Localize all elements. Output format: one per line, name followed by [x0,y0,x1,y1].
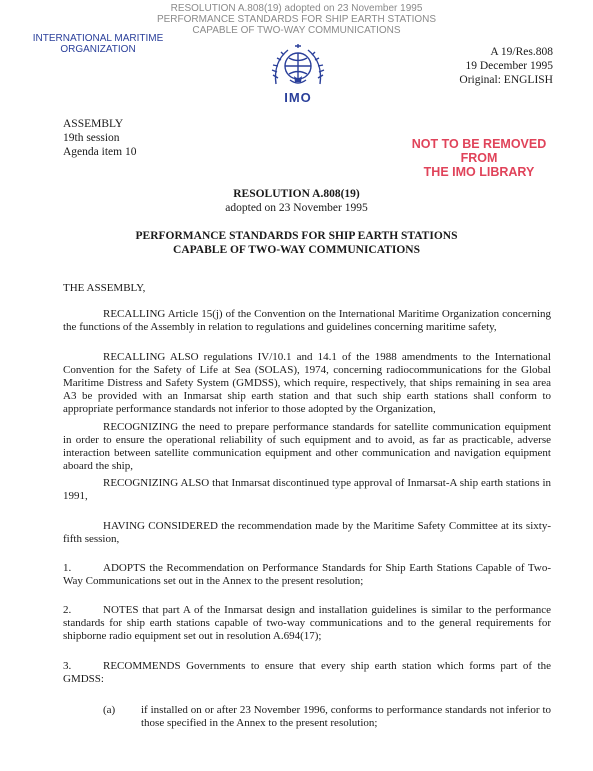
operative-item-2-text: NOTES that part A of the Inmarsat design and installation guidelines is similar to the performance standards for ship earth stations capable of two-way communications and to the general requirements for shipborne radio equipment set out in resolution A.694(17); [63,604,551,642]
preamble-paragraph-5: HAVING CONSIDERED the recommendation made by the Maritime Safety Committee at its sixty-fifth session, [63,520,551,545]
operative-item-2 [63,604,551,643]
resolution-subject-line-2: CAPABLE OF TWO-WAY COMMUNICATIONS [173,244,420,256]
faint-header-line-3: CAPABLE OF TWO-WAY COMMUNICATIONS [192,25,401,36]
preamble-paragraph-2: RECALLING ALSO regulations IV/10.1 and 14.1 of the 1988 amendments to the International Convention for the Safety of Life at Sea (SOLAS), 1974, concerning radiocommunications for the Global Maritime Distress and Safety System (GMDSS), which require, respectively, that ships remaining in sea area A3 be provided with an Inmarsat ship earth station and that such ship earth stations shall conform to appropriate performance standards not inferior to those adopted by the Organization, [63,351,551,415]
assembly-title: ASSEMBLY [63,118,124,130]
resolution-subject [0,229,593,257]
document-original-language: Original: ENGLISH [459,74,553,86]
operative-subitem-a-text: if installed on or after 23 November 1996, conforms to performance standards not inferior to those specified in the Annex to the present resolution; [141,704,551,729]
document-date: 19 December 1995 [465,60,553,72]
operative-item-3-text: RECOMMENDS Governments to ensure that every ship earth station which forms part of the GMDSS: [63,660,551,685]
document-symbol: A 19/Res.808 [490,46,553,58]
organization-line-2: ORGANIZATION [60,44,136,55]
stamp-line-2: FROM [460,151,498,165]
preamble-paragraph-1: RECALLING Article 15(j) of the Convention on the International Maritime Organization concerning the functions of the Assembly in relation to regulations and guidelines concerning maritime safety, [63,308,551,333]
faint-header [0,3,593,36]
assembly-agenda-item: Agenda item 10 [63,146,137,158]
operative-item-1-text: ADOPTS the Recommendation on Performance Standards for Ship Earth Stations Capable of Two-Way Communications set out in the Annex to the present resolution; [63,562,551,587]
assembly-session: 19th session [63,132,120,144]
operative-item-3 [63,660,551,686]
stamp-line-3: THE IMO LIBRARY [423,165,535,179]
resolution-subject-line-1: PERFORMANCE STANDARDS FOR SHIP EARTH STATIONS [135,230,458,242]
operative-subitem-a-label: (a) [103,704,116,716]
organization-name [30,33,166,55]
resolution-heading [0,187,593,215]
preamble-paragraph-3: RECOGNIZING the need to prepare performance standards for satellite communication equipment in order to ensure the operational reliability of such equipment and to avoid, as far as practicable, adverse interaction between satellite communication equipment and other communication and navigation equipment aboard the ship, [63,421,551,472]
preamble-paragraph-4: RECOGNIZING ALSO that Inmarsat discontinued type approval of Inmarsat-A ship earth stations in 1991, [63,477,551,502]
opening-line: THE ASSEMBLY, [63,282,146,294]
operative-item-3-number: 3. [63,660,72,672]
resolution-title: RESOLUTION A.808(19) [233,188,360,200]
assembly-block [63,117,136,159]
operative-item-1-number: 1. [63,562,72,574]
operative-subitem-a [103,704,551,730]
faint-header-line-2: PERFORMANCE STANDARDS FOR SHIP EARTH STATIONS [156,14,437,25]
library-stamp [404,137,554,179]
resolution-adopted-date: adopted on 23 November 1995 [225,202,368,214]
document-reference [459,45,553,87]
operative-item-2-number: 2. [63,604,72,616]
organization-line-1: INTERNATIONAL MARITIME [32,33,164,44]
faint-header-line-1: RESOLUTION A.808(19) adopted on 23 November 1995 [170,3,423,14]
imo-logo-text: IMO [284,90,312,105]
operative-item-1 [63,562,551,588]
stamp-line-1: NOT TO BE REMOVED [411,137,547,151]
